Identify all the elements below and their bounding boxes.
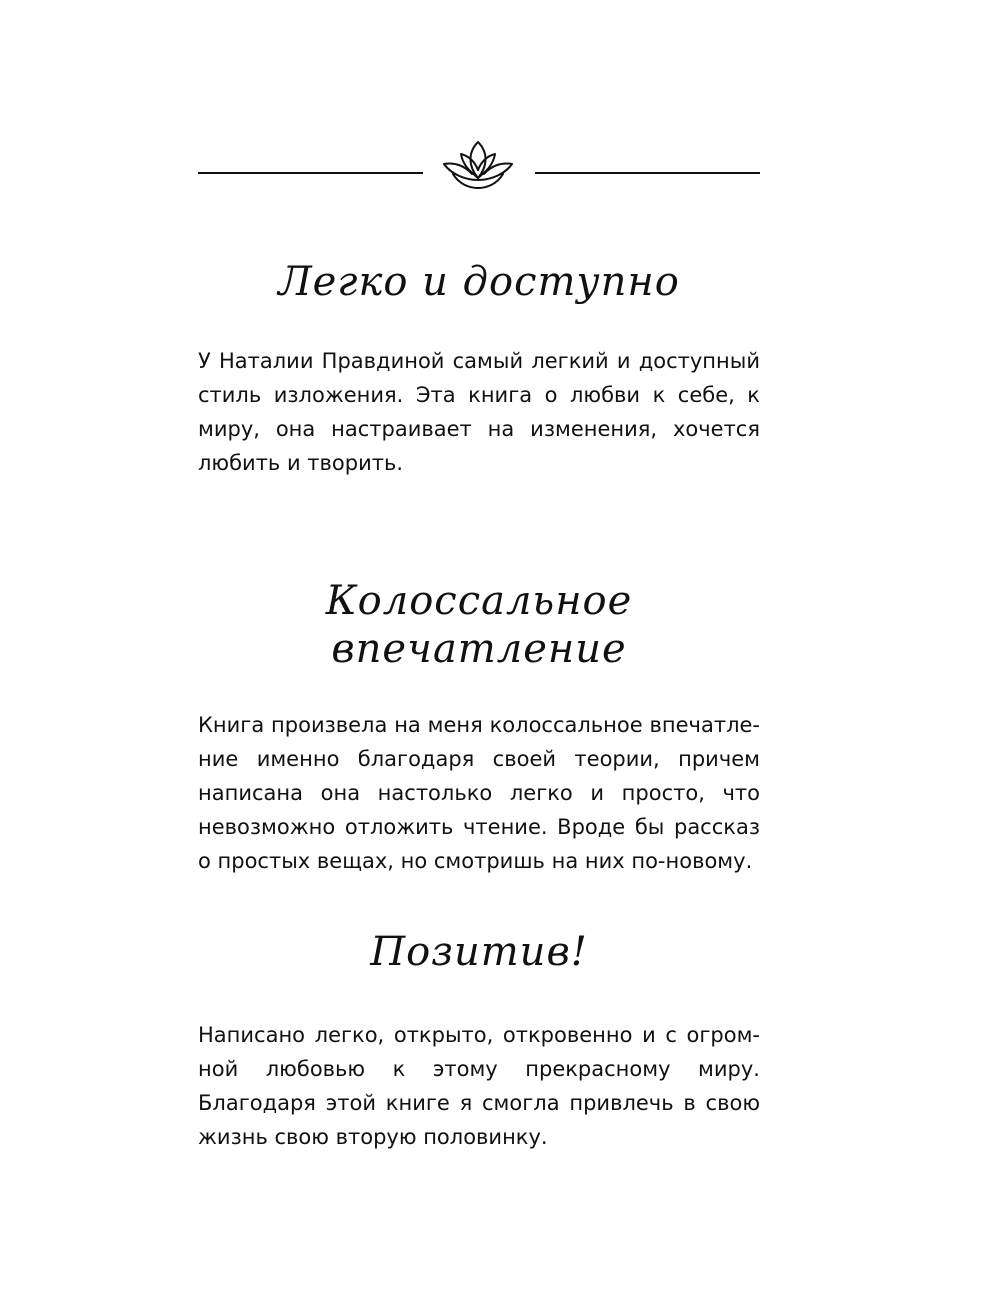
- section-text: У Наталии Правдиной самый легкий и доступный стиль изложения. Эта книга о любви к себе, к миру, она настраивает на изменения, хочется любить и творить.: [198, 349, 760, 475]
- review-section-3: [198, 928, 760, 1154]
- lotus-icon: [441, 136, 515, 190]
- section-text: Книга произвела на меня колоссальное впечатление именно благодаря своей теории, причем написана она настолько легко и просто, что невозможно отложить чтение. Вроде бы рассказ о простых вещах, но смотришь на них по-новому.: [198, 713, 760, 873]
- section-text: Написано легко, открыто, откровенно и с огромной любовью к этому прекрасному миру. Благодаря этой книге я смогла привлечь в свою жизнь свою вторую половинку.: [198, 1023, 760, 1149]
- section-heading: Легко и доступно: [278, 259, 680, 305]
- section-heading: Позитив!: [370, 929, 588, 975]
- review-section-1: [198, 258, 760, 480]
- divider-line-right: [535, 172, 760, 174]
- section-heading: Колоссальное впечатление: [325, 578, 633, 672]
- divider-line-left: [198, 172, 423, 174]
- ornamental-divider: [198, 132, 760, 192]
- review-section-2: [198, 577, 760, 878]
